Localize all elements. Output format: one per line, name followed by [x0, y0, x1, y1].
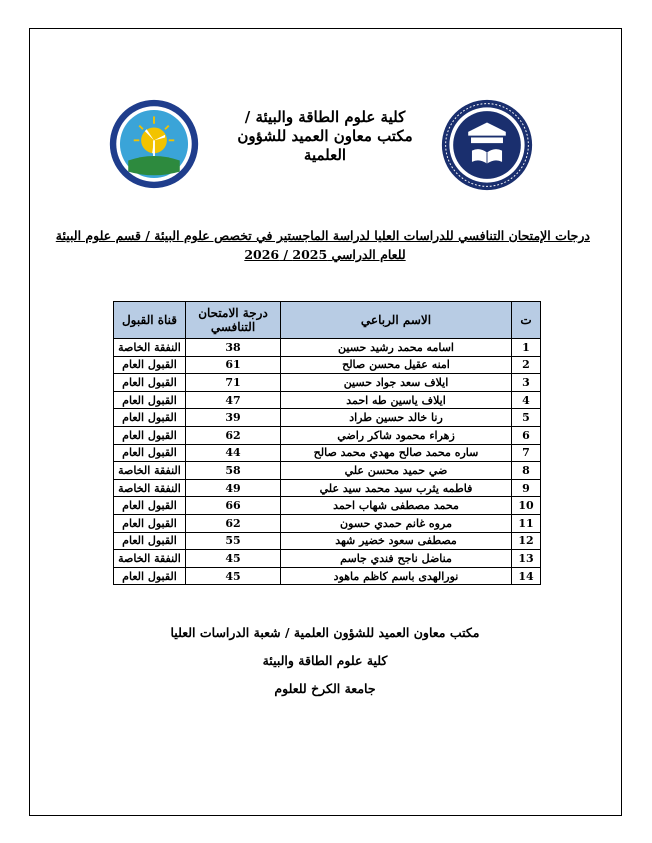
cell-score: 45	[186, 567, 281, 585]
table-row	[114, 409, 541, 427]
cell-num: 2	[512, 356, 541, 374]
cell-num: 9	[512, 479, 541, 497]
cell-channel: النفقة الخاصة	[114, 550, 186, 568]
cell-name: مناضل ناجح فندي جاسم	[281, 550, 512, 568]
cell-name: امنه عقيل محسن صالح	[281, 356, 512, 374]
column-header-num: ت	[512, 302, 541, 339]
column-header-channel: قناة القبول	[114, 302, 186, 339]
cell-score: 62	[186, 514, 281, 532]
table-row	[114, 444, 541, 462]
cell-channel: النفقة الخاصة	[114, 479, 186, 497]
cell-num: 3	[512, 374, 541, 392]
alkarkh-university-seal-icon	[440, 98, 534, 192]
table-row	[114, 356, 541, 374]
table-row	[114, 426, 541, 444]
cell-name: ايلاف سعد جواد حسين	[281, 374, 512, 392]
cell-score: 62	[186, 426, 281, 444]
cell-channel: النفقة الخاصة	[114, 462, 186, 480]
cell-channel: القبول العام	[114, 514, 186, 532]
cell-num: 1	[512, 339, 541, 357]
cell-score: 44	[186, 444, 281, 462]
column-header-score: درجة الامتحان التنافسي	[186, 302, 281, 339]
cell-score: 71	[186, 374, 281, 392]
cell-channel: النفقة الخاصة	[114, 339, 186, 357]
cell-name: مصطفى سعود خضير شهد	[281, 532, 512, 550]
cell-name: رنا خالد حسين طراد	[281, 409, 512, 427]
cell-name: نورالهدى باسم كاظم ماهود	[281, 567, 512, 585]
cell-num: 8	[512, 462, 541, 480]
cell-channel: القبول العام	[114, 356, 186, 374]
cell-score: 38	[186, 339, 281, 357]
table-header-row	[114, 302, 541, 339]
table-body	[114, 339, 541, 585]
table-row	[114, 391, 541, 409]
cell-channel: القبول العام	[114, 444, 186, 462]
cell-name: زهراء محمود شاكر راضي	[281, 426, 512, 444]
table-row	[114, 462, 541, 480]
heading-line-1: درجات الإمتحان التنافسي للدراسات العليا لدراسة الماجستير في تخصص علوم البيئة / قسم علوم البيئة	[55, 228, 590, 243]
table-row	[114, 374, 541, 392]
cell-score: 45	[186, 550, 281, 568]
table-row	[114, 479, 541, 497]
cell-score: 49	[186, 479, 281, 497]
cell-score: 58	[186, 462, 281, 480]
cell-num: 14	[512, 567, 541, 585]
cell-channel: القبول العام	[114, 409, 186, 427]
heading-line-2: للعام الدراسي 2025 / 2026	[244, 247, 406, 262]
table-row	[114, 514, 541, 532]
cell-num: 10	[512, 497, 541, 515]
table-row	[114, 339, 541, 357]
results-table	[113, 301, 541, 585]
college-title-line-1: كلية علوم الطاقة والبيئة /	[244, 108, 406, 126]
cell-num: 7	[512, 444, 541, 462]
cell-channel: القبول العام	[114, 532, 186, 550]
table-row	[114, 532, 541, 550]
cell-score: 61	[186, 356, 281, 374]
cell-name: ايلاف ياسين طه احمد	[281, 391, 512, 409]
cell-score: 39	[186, 409, 281, 427]
college-office-title	[230, 108, 420, 165]
college-title-line-2: مكتب معاون العميد للشؤون	[237, 127, 413, 145]
cell-score: 47	[186, 391, 281, 409]
cell-name: اسامه محمد رشيد حسين	[281, 339, 512, 357]
table-row	[114, 567, 541, 585]
cell-num: 4	[512, 391, 541, 409]
cell-name: ضي حميد محسن علي	[281, 462, 512, 480]
cell-channel: القبول العام	[114, 497, 186, 515]
cell-channel: القبول العام	[114, 374, 186, 392]
college-title-line-3: العلمية	[303, 146, 347, 164]
footer-line-1: مكتب معاون العميد للشؤون العلمية / شعبة الدراسات العليا	[170, 625, 480, 640]
cell-num: 5	[512, 409, 541, 427]
cell-channel: القبول العام	[114, 426, 186, 444]
table-row	[114, 550, 541, 568]
cell-channel: القبول العام	[114, 567, 186, 585]
cell-num: 11	[512, 514, 541, 532]
footer-line-3: جامعة الكرخ للعلوم	[274, 681, 376, 696]
cell-name: مروه غانم حمدي حسون	[281, 514, 512, 532]
cell-score: 55	[186, 532, 281, 550]
footer-signature	[60, 625, 590, 709]
cell-num: 12	[512, 532, 541, 550]
cell-num: 6	[512, 426, 541, 444]
column-header-name: الاسم الرباعي	[281, 302, 512, 339]
footer-line-2: كلية علوم الطاقة والبيئة	[262, 653, 388, 668]
cell-score: 66	[186, 497, 281, 515]
cell-num: 13	[512, 550, 541, 568]
cell-name: محمد مصطفى شهاب احمد	[281, 497, 512, 515]
cell-name: فاطمه يثرب سيد محمد سيد علي	[281, 479, 512, 497]
college-energy-environment-logo-icon	[108, 98, 200, 190]
cell-name: ساره محمد صالح مهدي محمد صالح	[281, 444, 512, 462]
table-row	[114, 497, 541, 515]
document-heading	[55, 226, 590, 264]
cell-channel: القبول العام	[114, 391, 186, 409]
